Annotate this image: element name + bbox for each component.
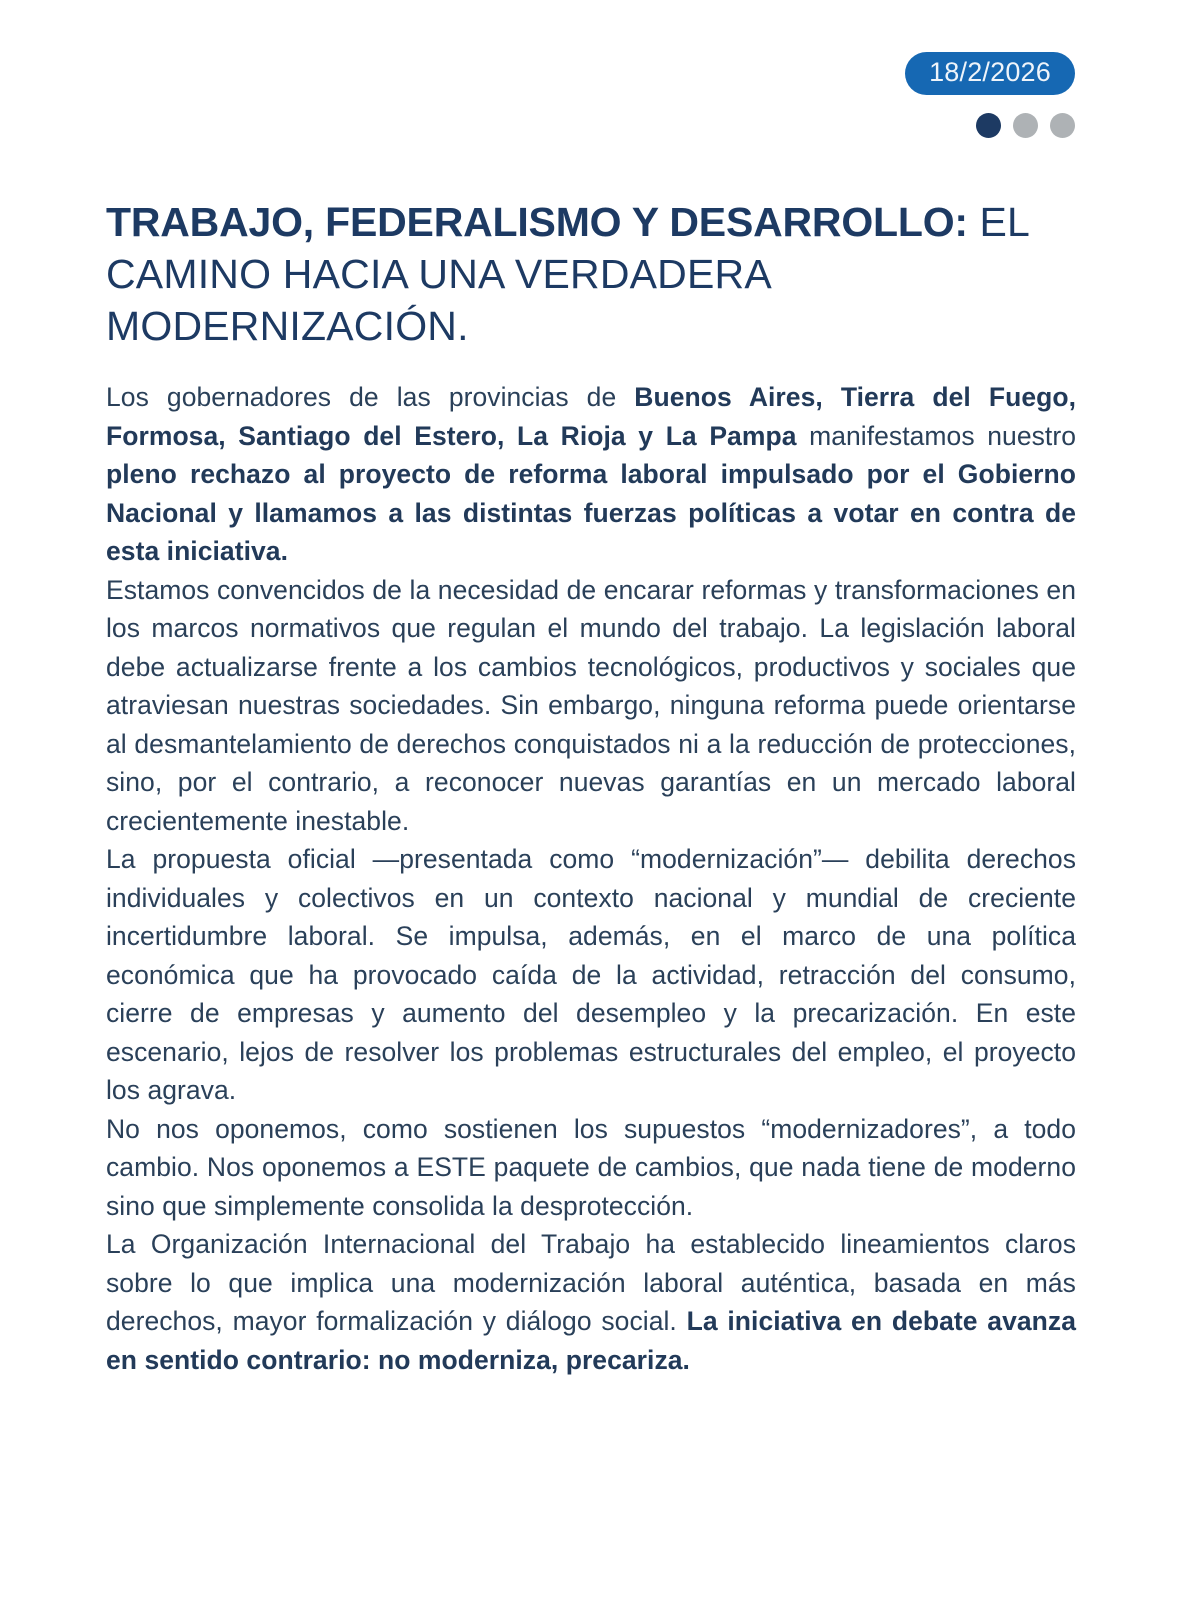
document-header: [0, 0, 1200, 165]
paragraph-bold-run: La iniciativa en debate avanza en sentido contrario: no moderniza, precariza.: [106, 1306, 1076, 1375]
document-body: [106, 378, 1076, 1379]
paragraph: [106, 571, 1076, 841]
pagination-dots: [976, 113, 1075, 138]
pagination-dot-2: [1013, 113, 1038, 138]
paragraph-bold-run: pleno rechazo al proyecto de reforma laboral impulsado por el Gobierno Nacional y llamamos a las distintas fuerzas políticas a votar en contra de esta iniciativa.: [106, 459, 1076, 566]
paragraph-text-run: La propuesta oficial —presentada como “modernización”— debilita derechos individuales y colectivos en un contexto nacional y mundial de creciente incertidumbre laboral. Se impulsa, además, en el marco de una política económica que ha provocado caída de la actividad, retracción del consumo, cierre de empresas y aumento del desempleo y la precarización. En este escenario, lejos de resolver los problemas estructurales del empleo, el proyecto los agrava.: [106, 844, 1076, 1105]
page-title-bold: TRABAJO, FEDERALISMO Y DESARROLLO:: [106, 199, 968, 245]
paragraph-text-run: Los gobernadores de las provincias de: [106, 382, 635, 412]
pagination-dot-3: [1050, 113, 1075, 138]
paragraph-bold-run: Buenos Aires, Tierra del Fuego, Formosa, Santiago del Estero, La Rioja y La Pampa: [106, 382, 1076, 451]
paragraph-text-run: manifestamos nuestro: [796, 420, 1076, 451]
title-block: [106, 196, 1086, 352]
page-title-regular: EL CAMINO HACIA UNA VERDADERA MODERNIZACIÓN.: [106, 199, 1029, 350]
paragraph: [106, 840, 1076, 1110]
paragraph-text-run: Estamos convencidos de la necesidad de encarar reformas y transformaciones en los marcos normativos que regulan el mundo del trabajo. La legislación laboral debe actualizarse frente a los cambios tecnológicos, productivos y sociales que atraviesan nuestras sociedades. Sin embargo, ninguna reforma puede orientarse al desmantelamiento de derechos conquistados ni a la reducción de protecciones, sino, por el contrario, a reconocer nuevas garantías en un mercado laboral crecientemente inestable.: [106, 574, 1076, 836]
paragraph: [106, 378, 1076, 571]
date-badge: 18/2/2026: [905, 52, 1075, 95]
paragraph-text-run: La Organización Internacional del Trabajo ha establecido lineamientos claros sobre lo que implica una modernización laboral auténtica, basada en más derechos, mayor formalización y diálogo social.: [106, 1229, 1076, 1336]
paragraph: [106, 1225, 1076, 1379]
pagination-dot-1: [976, 113, 1001, 138]
paragraph: [106, 1110, 1076, 1226]
paragraph-text-run: No nos oponemos, como sostienen los supuestos “modernizadores”, a todo cambio. Nos oponemos a ESTE paquete de cambios, que nada tiene de moderno sino que simplemente consolida la desprotección.: [106, 1113, 1076, 1221]
page-title: [106, 196, 1086, 352]
